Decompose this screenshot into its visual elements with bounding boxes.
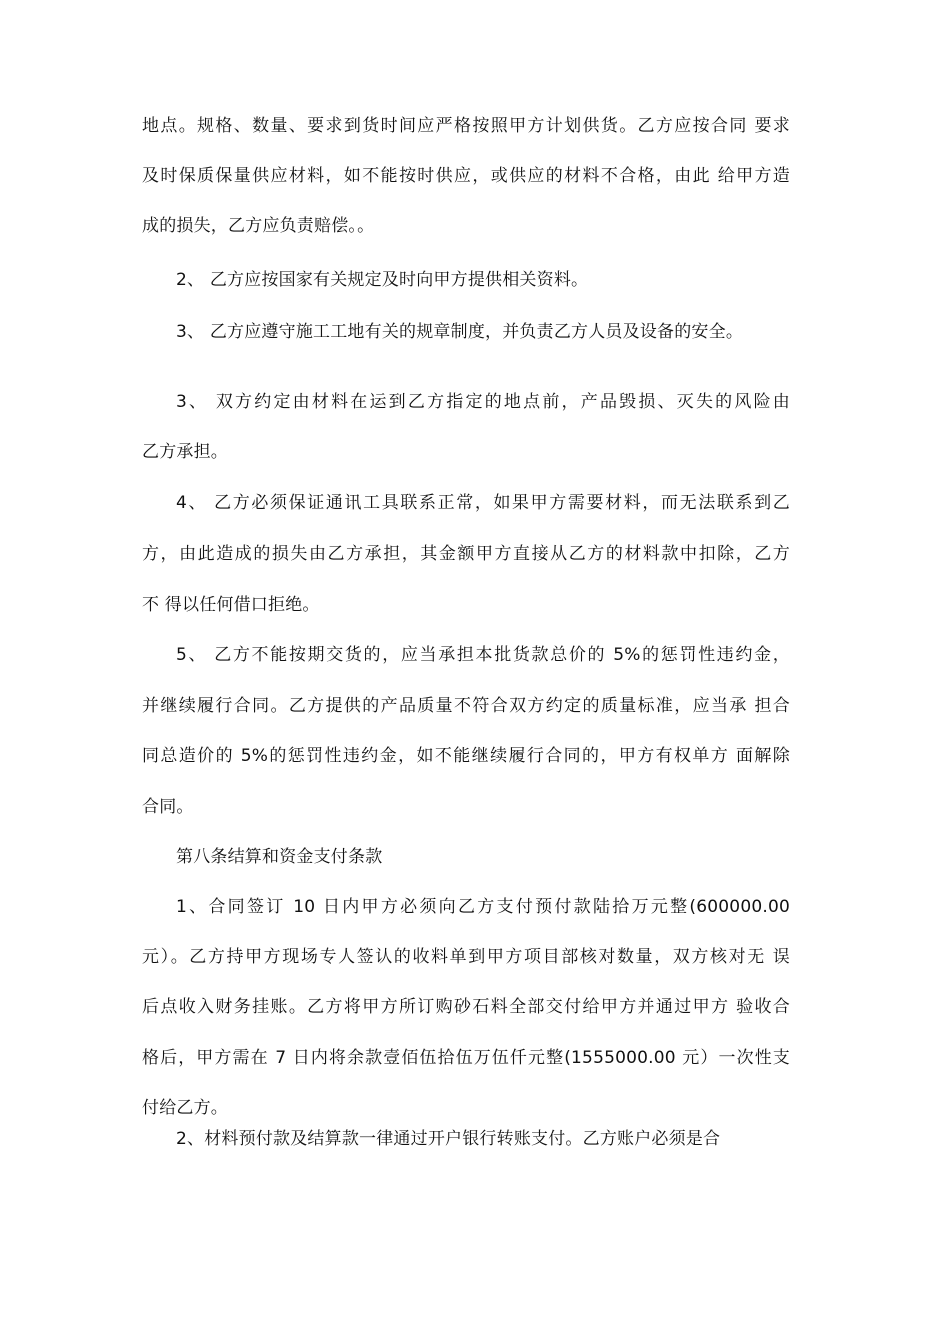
- clause-5-line-1: 5、 乙方不能按期交货的，应当承担本批货款总价的 5%的惩罚性违约金，: [176, 645, 790, 665]
- section-8-clause-1-line-3: 后点收入财务挂账。乙方将甲方所订购砂石料全部交付给甲方并通过甲方 验收合: [142, 997, 790, 1017]
- clause-5-line-4: 合同。: [142, 797, 194, 817]
- clause-4-line-1: 4、 乙方必须保证通讯工具联系正常，如果甲方需要材料，而无法联系到乙: [176, 493, 790, 513]
- text-line-2: 及时保质保量供应材料，如不能按时供应，或供应的材料不合格，由此 给甲方造: [142, 166, 790, 186]
- section-8-clause-1-line-2: 元）。乙方持甲方现场专人签认的收料单到甲方项目部核对数量，双方核对无 误: [142, 947, 790, 967]
- text-line-1: 地点。规格、数量、要求到货时间应严格按照甲方计划供货。乙方应按合同 要求: [142, 116, 790, 136]
- clause-5-line-3: 同总造价的 5%的惩罚性违约金，如不能继续履行合同的，甲方有权单方 面解除: [142, 746, 790, 766]
- clause-4-line-2: 方，由此造成的损失由乙方承担，其金额甲方直接从乙方的材料款中扣除，乙方: [142, 544, 790, 564]
- clause-5-line-2: 并继续履行合同。乙方提供的产品质量不符合双方约定的质量标准，应当承 担合: [142, 696, 790, 716]
- text-line-3: 成的损失，乙方应负责赔偿。。: [142, 216, 375, 236]
- section-8-clause-1-line-1: 1、合同签订 10 日内甲方必须向乙方支付预付款陆拾万元整(600000.00: [176, 897, 790, 917]
- clause-4-line-3: 不 得以任何借口拒绝。: [142, 595, 320, 615]
- section-8-heading: 第八条结算和资金支付条款: [176, 847, 383, 867]
- section-8-clause-1-line-4: 格后，甲方需在 7 日内将余款壹佰伍拾伍万伍仟元整(1555000.00 元）一次性支: [142, 1048, 790, 1068]
- clause-3b-line-2: 乙方承担。: [142, 442, 228, 462]
- section-8-clause-2-line-1: 2、材料预付款及结算款一律通过开户银行转账支付。乙方账户必须是合: [176, 1129, 721, 1149]
- clause-2: 2、 乙方应按国家有关规定及时向甲方提供相关资料。: [176, 270, 589, 290]
- clause-3b-line-1: 3、 双方约定由材料在运到乙方指定的地点前，产品毁损、灭失的风险由: [176, 392, 790, 412]
- clause-3a: 3、 乙方应遵守施工工地有关的规章制度，并负责乙方人员及设备的安全。: [176, 322, 744, 342]
- section-8-clause-1-line-5: 付给乙方。: [142, 1098, 228, 1118]
